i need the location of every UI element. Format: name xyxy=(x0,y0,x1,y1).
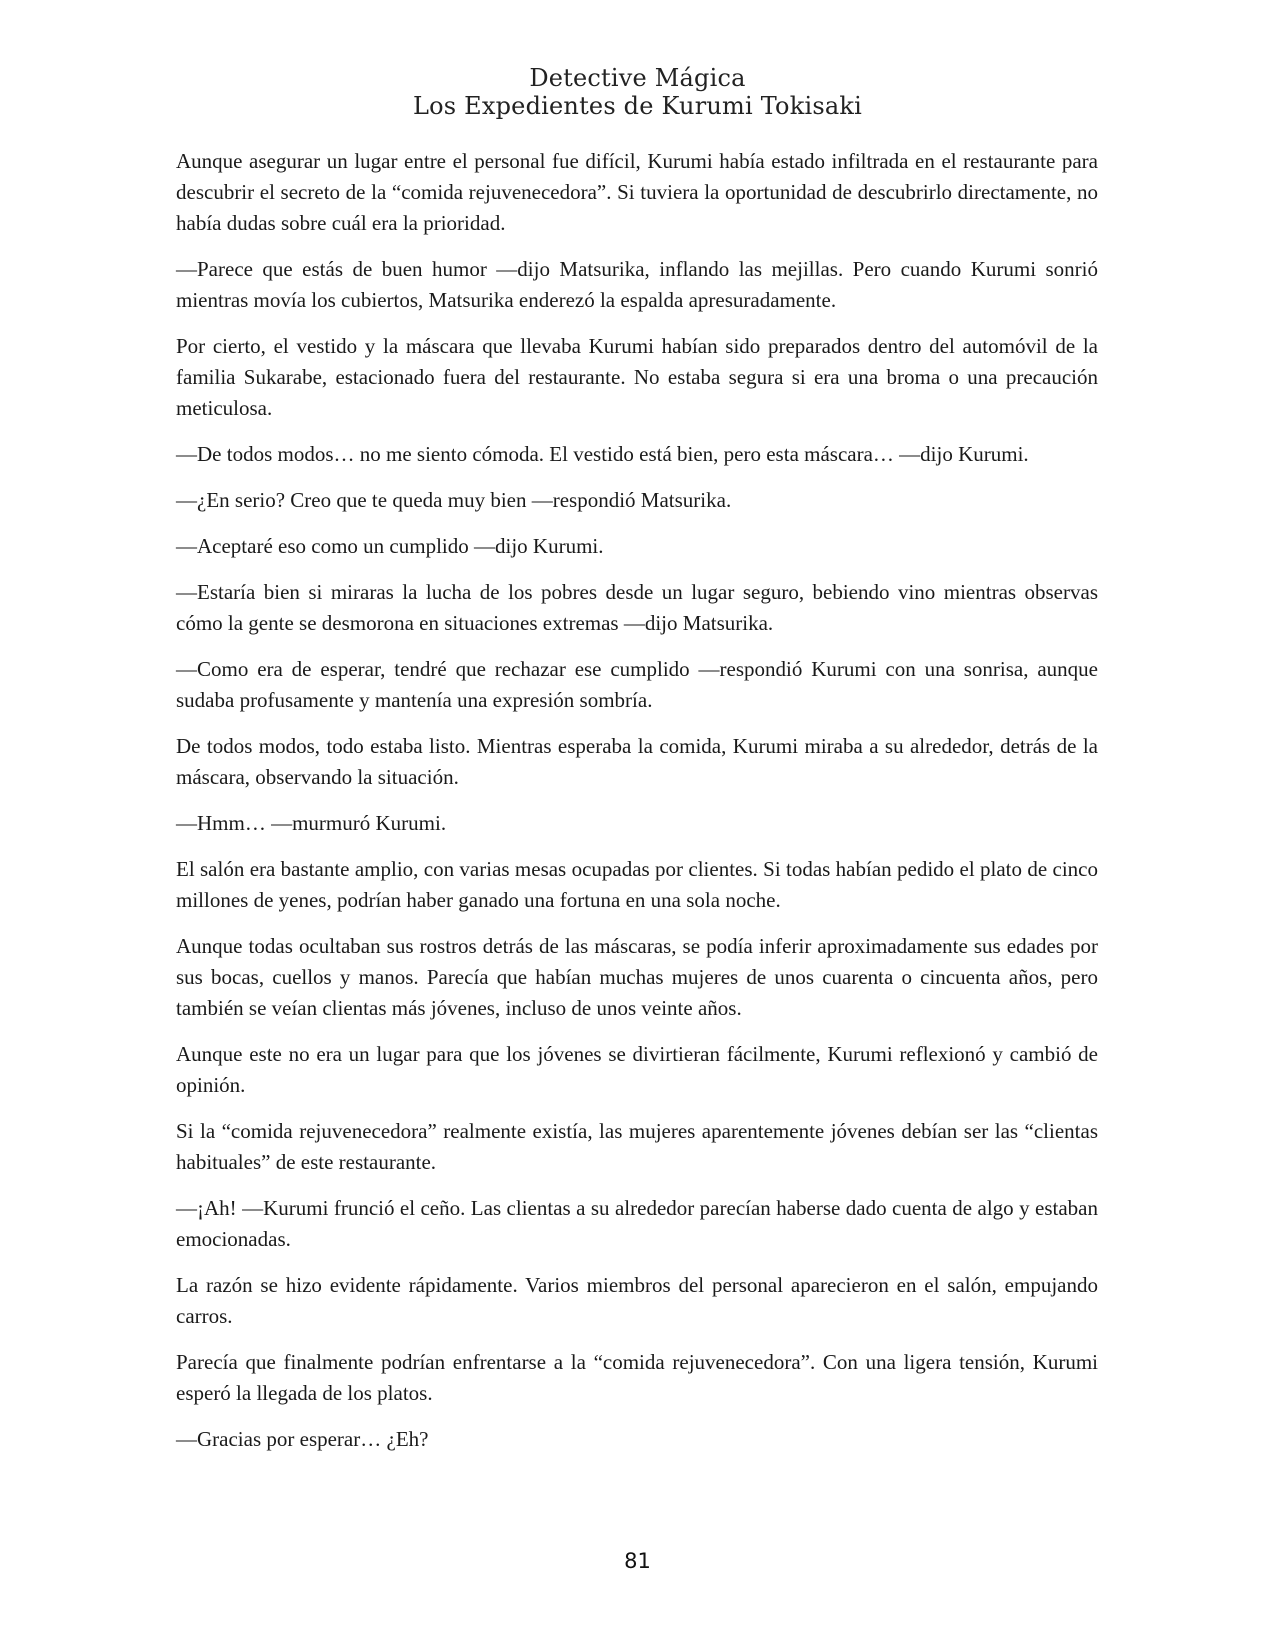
page-header xyxy=(0,64,1275,120)
paragraph: —Como era de esperar, tendré que rechazar ese cumplido —respondió Kurumi con una sonrisa, aunque sudaba profusamente y mantenía una expresión sombría. xyxy=(176,657,1098,712)
page-number: 81 xyxy=(624,1549,651,1573)
paragraph: —¡Ah! —Kurumi frunció el ceño. Las clientas a su alrededor parecían haberse dado cuenta de algo y estaban emocionadas. xyxy=(176,1196,1098,1251)
paragraph: —Hmm… —murmuró Kurumi. xyxy=(176,811,447,835)
paragraph: El salón era bastante amplio, con varias mesas ocupadas por clientes. Si todas habían pedido el plato de cinco millones de yenes, podrían haber ganado una fortuna en una sola noche. xyxy=(176,857,1098,912)
paragraph: Parecía que finalmente podrían enfrentarse a la “comida rejuvenecedora”. Con una ligera tensión, Kurumi esperó la llegada de los platos. xyxy=(176,1350,1098,1405)
body-text xyxy=(176,146,1098,1470)
paragraph: —Parece que estás de buen humor —dijo Matsurika, inflando las mejillas. Pero cuando Kurumi sonrió mientras movía los cubiertos, Matsurika enderezó la espalda apresuradamente. xyxy=(176,257,1098,312)
paragraph: —De todos modos… no me siento cómoda. El vestido está bien, pero esta máscara… —dijo Kurumi. xyxy=(176,442,1029,466)
paragraph: Aunque todas ocultaban sus rostros detrás de las máscaras, se podía inferir aproximadamente sus edades por sus bocas, cuellos y manos. Parecía que habían muchas mujeres de unos cuarenta o cincuenta años, pero también se veían clientas más jóvenes, incluso de unos veinte años. xyxy=(176,934,1098,1020)
paragraph: Si la “comida rejuvenecedora” realmente existía, las mujeres aparentemente jóvenes debían ser las “clientas habituales” de este restaurante. xyxy=(176,1119,1098,1174)
paragraph: De todos modos, todo estaba listo. Mientras esperaba la comida, Kurumi miraba a su alrededor, detrás de la máscara, observando la situación. xyxy=(176,734,1098,789)
paragraph: Aunque este no era un lugar para que los jóvenes se divirtieran fácilmente, Kurumi reflexionó y cambió de opinión. xyxy=(176,1042,1098,1097)
paragraph: —Estaría bien si miraras la lucha de los pobres desde un lugar seguro, bebiendo vino mientras observas cómo la gente se desmorona en situaciones extremas —dijo Matsurika. xyxy=(176,580,1098,635)
book-title: Detective Mágica xyxy=(529,64,746,92)
paragraph: —¿En serio? Creo que te queda muy bien —respondió Matsurika. xyxy=(176,488,732,512)
book-subtitle: Los Expedientes de Kurumi Tokisaki xyxy=(413,92,862,120)
paragraph: La razón se hizo evidente rápidamente. Varios miembros del personal aparecieron en el salón, empujando carros. xyxy=(176,1273,1098,1328)
paragraph: Aunque asegurar un lugar entre el personal fue difícil, Kurumi había estado infiltrada en el restaurante para descubrir el secreto de la “comida rejuvenecedora”. Si tuviera la oportunidad de descubrirlo directamente, no había dudas sobre cuál era la prioridad. xyxy=(176,149,1098,235)
paragraph: Por cierto, el vestido y la máscara que llevaba Kurumi habían sido preparados dentro del automóvil de la familia Sukarabe, estacionado fuera del restaurante. No estaba segura si era una broma o una precaución meticulosa. xyxy=(176,334,1098,420)
paragraph: —Aceptaré eso como un cumplido —dijo Kurumi. xyxy=(176,534,604,558)
paragraph: —Gracias por esperar… ¿Eh? xyxy=(176,1427,429,1451)
